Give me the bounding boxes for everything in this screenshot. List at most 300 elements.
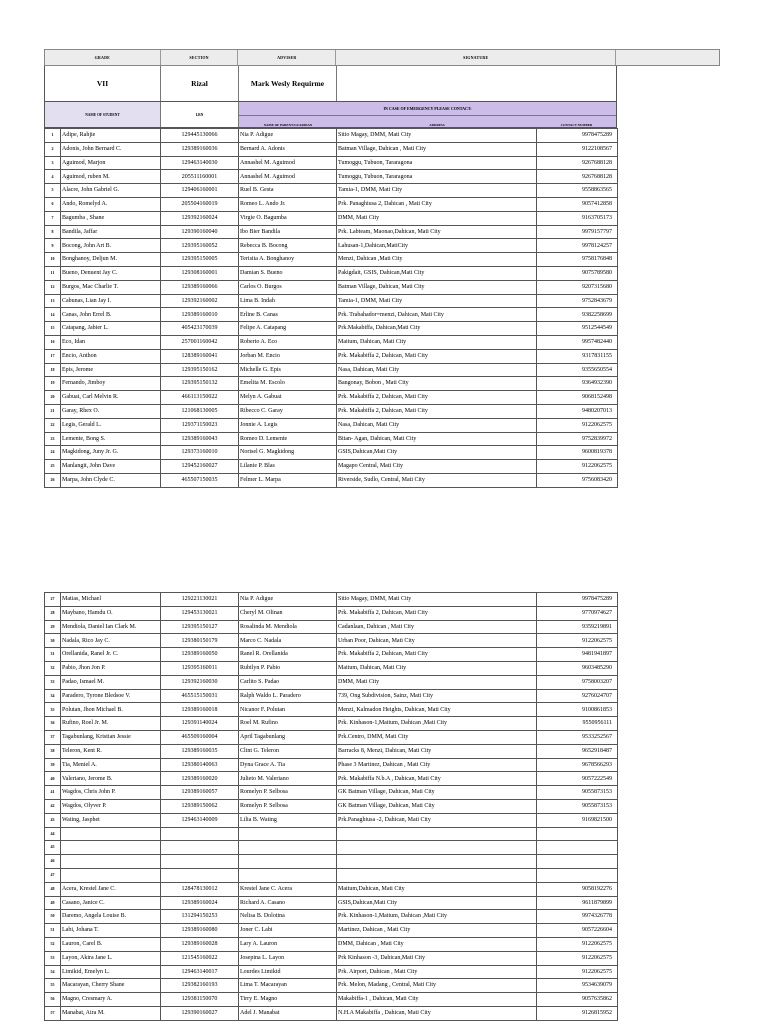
student-name-cell bbox=[61, 855, 161, 869]
row-number-cell: 27 bbox=[45, 593, 61, 607]
student-name-cell: Nadala, Rico Jay C. bbox=[61, 634, 161, 648]
contact-number-cell: 9317831155 bbox=[537, 349, 618, 363]
row-number-cell: 52 bbox=[45, 937, 61, 951]
contact-number-cell: 9355650554 bbox=[537, 363, 618, 377]
table-row bbox=[45, 634, 618, 648]
contact-number-cell: 9359219891 bbox=[537, 620, 618, 634]
lrn-cell: 129395150005 bbox=[161, 253, 239, 267]
guardian-name-cell: Emelita M. Escolo bbox=[239, 377, 337, 391]
lrn-cell: 129380140063 bbox=[161, 758, 239, 772]
lrn-cell: 129392160024 bbox=[161, 211, 239, 225]
guardian-name-cell: Lourdes Limikid bbox=[239, 965, 337, 979]
row-number-cell: 47 bbox=[45, 868, 61, 882]
address-cell: Prk.Centro, DMM, Mati City bbox=[337, 730, 537, 744]
row-number-cell: 49 bbox=[45, 896, 61, 910]
student-name-cell: Lauron, Carel B. bbox=[61, 937, 161, 951]
address-cell: Prk. Trabahador=menzi, Dahican, Mati City bbox=[337, 308, 537, 322]
name-column-header: NAME OF STUDENT bbox=[45, 102, 161, 127]
student-name-cell: Pabio, Jhon Jon P. bbox=[61, 661, 161, 675]
section-header: SECTION bbox=[161, 50, 239, 65]
guardian-name-cell: Krestel Jane C. Acera bbox=[239, 882, 337, 896]
signature-header: SIGNATURE bbox=[336, 50, 616, 65]
address-cell: Prk. Makabiffa 2, Dahican, Mati City bbox=[337, 404, 537, 418]
row-number-cell: 56 bbox=[45, 993, 61, 1007]
student-name-cell: Magno, Cresmary A. bbox=[61, 993, 161, 1007]
row-number-cell: 45 bbox=[45, 841, 61, 855]
table-row bbox=[45, 675, 618, 689]
student-name-cell: Polutan, Jhon Michael B. bbox=[61, 703, 161, 717]
lrn-cell: 121545160022 bbox=[161, 951, 239, 965]
row-number-cell: 15 bbox=[45, 322, 61, 336]
table-row bbox=[45, 446, 618, 460]
row-number-cell: 7 bbox=[45, 211, 61, 225]
table-row bbox=[45, 280, 618, 294]
table-row bbox=[45, 744, 618, 758]
guardian-name-cell bbox=[239, 855, 337, 869]
address-cell: Magapo Central, Mati City bbox=[337, 460, 537, 474]
table-row bbox=[45, 239, 618, 253]
address-column-header: ADDRESS bbox=[429, 123, 445, 127]
address-cell: DMM, Mati City bbox=[337, 675, 537, 689]
contact-number-cell: 9512544549 bbox=[537, 322, 618, 336]
student-name-cell bbox=[61, 841, 161, 855]
address-cell: Sitio Magay, DMM, Mati City bbox=[337, 129, 537, 143]
lrn-cell bbox=[161, 868, 239, 882]
table-row bbox=[45, 937, 618, 951]
contact-number-cell: 9382258699 bbox=[537, 308, 618, 322]
student-name-cell: Daremo, Angela Louise B. bbox=[61, 910, 161, 924]
guardian-name-cell: Felmer L. Marpa bbox=[239, 473, 337, 487]
student-name-cell: Magkidong, Juny Jr. G. bbox=[61, 446, 161, 460]
guardian-name-cell: Julieto M. Valeriano bbox=[239, 772, 337, 786]
address-cell: Sitio Magay, DMM, Mati City bbox=[337, 593, 537, 607]
student-name-cell: Lemente, Bong S. bbox=[61, 432, 161, 446]
guardian-name-cell: Joner C. Labi bbox=[239, 924, 337, 938]
contact-number-cell: 9122062575 bbox=[537, 965, 618, 979]
guardian-name-cell: Clint G. Teleron bbox=[239, 744, 337, 758]
student-name-cell: Garay, Rhex O. bbox=[61, 404, 161, 418]
guardian-name-cell: Lary A. Lauron bbox=[239, 937, 337, 951]
guardian-name-cell: Rebecca B. Bocong bbox=[239, 239, 337, 253]
student-table-2 bbox=[44, 592, 618, 1021]
address-cell: GSIS,Dahican,Mati City bbox=[337, 446, 537, 460]
contact-number-cell: 9558863565 bbox=[537, 184, 618, 198]
table-row bbox=[45, 924, 618, 938]
student-name-cell: Alacre, John Gabriel G. bbox=[61, 184, 161, 198]
lrn-cell: 129389160080 bbox=[161, 924, 239, 938]
student-name-cell: Acera, Krestel Jane C. bbox=[61, 882, 161, 896]
row-number-cell: 55 bbox=[45, 979, 61, 993]
contact-number-cell: 9978124257 bbox=[537, 239, 618, 253]
student-name-cell: Catapang, Jabier L. bbox=[61, 322, 161, 336]
row-number-cell: 36 bbox=[45, 717, 61, 731]
address-cell: DMM, Mati City bbox=[337, 211, 537, 225]
row-number-cell: 6 bbox=[45, 197, 61, 211]
lrn-cell: 129389160018 bbox=[161, 703, 239, 717]
address-cell: Urban Poor, Dahican, Mati City bbox=[337, 634, 537, 648]
contact-number-cell: 9169821500 bbox=[537, 813, 618, 827]
address-cell: Prk.Panaghiusa -2, Dahican, Mati City bbox=[337, 813, 537, 827]
contact-number-cell: 9267688128 bbox=[537, 170, 618, 184]
address-cell: Pakigdait, GSIS, Dahican,Mati City bbox=[337, 266, 537, 280]
guardian-name-cell: Nia P. Adigue bbox=[239, 129, 337, 143]
address-cell: Martinez, Dahican , Mati City bbox=[337, 924, 537, 938]
guardian-name-cell: Norisel G. Magkidong bbox=[239, 446, 337, 460]
lrn-cell: 128389160041 bbox=[161, 349, 239, 363]
address-cell: Prk. Melon, Madang , Central, Mati City bbox=[337, 979, 537, 993]
guardian-name-cell: Rubilyn P. Pabio bbox=[239, 661, 337, 675]
table-row bbox=[45, 377, 618, 391]
row-number-cell: 57 bbox=[45, 1006, 61, 1020]
row-number-cell: 48 bbox=[45, 882, 61, 896]
table-row bbox=[45, 391, 618, 405]
table-row bbox=[45, 689, 618, 703]
header-row bbox=[44, 49, 720, 66]
lrn-cell: 129389160020 bbox=[161, 772, 239, 786]
guardian-column-header: NAME OF PARENT/GUARDIAN bbox=[263, 123, 313, 127]
lrn-cell: 129395160011 bbox=[161, 661, 239, 675]
student-name-cell: Macarayan, Cherry Shane bbox=[61, 979, 161, 993]
table-row bbox=[45, 896, 618, 910]
table-row bbox=[45, 266, 618, 280]
row-number-cell: 17 bbox=[45, 349, 61, 363]
guardian-name-cell: Josepina L. Layon bbox=[239, 951, 337, 965]
row-number-cell: 21 bbox=[45, 404, 61, 418]
row-number-cell: 20 bbox=[45, 391, 61, 405]
row-number-cell: 42 bbox=[45, 799, 61, 813]
guardian-name-cell: Nicanor F. Polutan bbox=[239, 703, 337, 717]
guardian-name-cell: Romelyn P. Selbosa bbox=[239, 786, 337, 800]
table-row bbox=[45, 335, 618, 349]
contact-number-cell bbox=[537, 827, 618, 841]
address-cell: Lahusan-1,Dahican,MatiCity bbox=[337, 239, 537, 253]
address-cell: Riverside, Sudlo, Central, Mati City bbox=[337, 473, 537, 487]
contact-number-cell: 9207315680 bbox=[537, 280, 618, 294]
lrn-cell: 405423170039 bbox=[161, 322, 239, 336]
lrn-cell: 129395160052 bbox=[161, 239, 239, 253]
address-cell: Prk. Makabiffa 2, Dahican, Mati City bbox=[337, 349, 537, 363]
guardian-name-cell bbox=[239, 868, 337, 882]
address-cell: Cadanlaan, Dahican , Mati City bbox=[337, 620, 537, 634]
student-name-cell: Rufino, Roel Jr. M. bbox=[61, 717, 161, 731]
row-number-cell: 4 bbox=[45, 170, 61, 184]
address-cell bbox=[337, 868, 537, 882]
student-name-cell: Manabat, Aira M. bbox=[61, 1006, 161, 1020]
address-cell: Nasa, Dahican, Mati City bbox=[337, 418, 537, 432]
guardian-name-cell: Damian S. Bueno bbox=[239, 266, 337, 280]
student-name-cell: Bagumba , Shane bbox=[61, 211, 161, 225]
table-row bbox=[45, 786, 618, 800]
student-name-cell: Wagdos, Chris John P. bbox=[61, 786, 161, 800]
lrn-cell: 129389160050 bbox=[161, 648, 239, 662]
address-cell: Prk. Airport, Dahican , Mati City bbox=[337, 965, 537, 979]
lrn-cell: 131294150253 bbox=[161, 910, 239, 924]
student-name-cell: Eco, Idan bbox=[61, 335, 161, 349]
contact-number-cell: 9752843679 bbox=[537, 294, 618, 308]
guardian-name-cell: Felipe A. Catapang bbox=[239, 322, 337, 336]
contact-number-cell: 9534639079 bbox=[537, 979, 618, 993]
contact-number-cell bbox=[537, 868, 618, 882]
contact-number-cell: 9068152498 bbox=[537, 391, 618, 405]
adviser-value: Mark Wesly Requirme bbox=[239, 66, 337, 101]
row-number-cell: 40 bbox=[45, 772, 61, 786]
lrn-cell: 129406160001 bbox=[161, 184, 239, 198]
table-row bbox=[45, 473, 618, 487]
table-row bbox=[45, 1006, 618, 1020]
contact-number-cell: 9770974627 bbox=[537, 606, 618, 620]
contact-number-cell: 9057222549 bbox=[537, 772, 618, 786]
lrn-cell: 129390160040 bbox=[161, 225, 239, 239]
lrn-cell: 129445130066 bbox=[161, 129, 239, 143]
guardian-name-cell: Nelisa B. Dolotina bbox=[239, 910, 337, 924]
guardian-name-cell: Lima B. Indah bbox=[239, 294, 337, 308]
table-row bbox=[45, 308, 618, 322]
contact-number-cell: 9978475289 bbox=[537, 593, 618, 607]
row-number-cell: 33 bbox=[45, 675, 61, 689]
table-row bbox=[45, 432, 618, 446]
guardian-name-cell: Ibo Bier Bandila bbox=[239, 225, 337, 239]
address-cell bbox=[337, 827, 537, 841]
contact-number-cell: 9364932390 bbox=[537, 377, 618, 391]
student-name-cell: Aguimod, Marjon bbox=[61, 156, 161, 170]
guardian-name-cell bbox=[239, 827, 337, 841]
lrn-cell: 129389160035 bbox=[161, 744, 239, 758]
student-name-cell: Orellanida, Ranel Jr. C. bbox=[61, 648, 161, 662]
contact-number-cell: 9756083420 bbox=[537, 473, 618, 487]
student-name-cell: Encio, Anthon bbox=[61, 349, 161, 363]
contact-number-cell: 9678566293 bbox=[537, 758, 618, 772]
table-row bbox=[45, 184, 618, 198]
contact-number-cell: 9122062575 bbox=[537, 937, 618, 951]
lrn-cell: 466113150022 bbox=[161, 391, 239, 405]
student-name-cell: Layon, Akira Jane L. bbox=[61, 951, 161, 965]
guardian-name-cell: Bernard A. Adonis bbox=[239, 142, 337, 156]
student-name-cell: Bonghanoy, Deljun M. bbox=[61, 253, 161, 267]
table-row bbox=[45, 211, 618, 225]
table-row bbox=[45, 758, 618, 772]
table-row bbox=[45, 855, 618, 869]
lrn-cell: 129389160066 bbox=[161, 280, 239, 294]
guardian-name-cell: Jorban M. Encio bbox=[239, 349, 337, 363]
grade-header: GRADE bbox=[45, 50, 161, 65]
lrn-cell: 129389160036 bbox=[161, 142, 239, 156]
guardian-name-cell bbox=[239, 841, 337, 855]
guardian-name-cell: Ralph Waldo L. Paradero bbox=[239, 689, 337, 703]
student-name-cell: Mendiola, Daniel Ian Clark M. bbox=[61, 620, 161, 634]
student-name-cell: Cabunas, Lian Jay I. bbox=[61, 294, 161, 308]
student-name-cell: Ando, Romelyd A. bbox=[61, 197, 161, 211]
lrn-cell: 129373160010 bbox=[161, 446, 239, 460]
student-name-cell: Bandila, Jaffar bbox=[61, 225, 161, 239]
student-name-cell: Burgos, Mac Charlie T. bbox=[61, 280, 161, 294]
table-row bbox=[45, 460, 618, 474]
contact-number-cell: 9075789580 bbox=[537, 266, 618, 280]
row-number-cell: 50 bbox=[45, 910, 61, 924]
contact-number-cell: 9055873153 bbox=[537, 799, 618, 813]
row-number-cell: 54 bbox=[45, 965, 61, 979]
contact-number-cell: 9603485290 bbox=[537, 661, 618, 675]
student-name-cell: Bueno, Denuent Jay C. bbox=[61, 266, 161, 280]
student-name-cell: Canas, John Errel B. bbox=[61, 308, 161, 322]
table-row bbox=[45, 349, 618, 363]
row-number-cell: 11 bbox=[45, 266, 61, 280]
guardian-name-cell: Lilia B. Wating bbox=[239, 813, 337, 827]
address-cell: Menzi, Kalmadon Heights, Dahican, Mati City bbox=[337, 703, 537, 717]
lrn-cell: 129389160043 bbox=[161, 432, 239, 446]
row-number-cell: 24 bbox=[45, 446, 61, 460]
row-number-cell: 46 bbox=[45, 855, 61, 869]
row-number-cell: 39 bbox=[45, 758, 61, 772]
lrn-cell: 129221130021 bbox=[161, 593, 239, 607]
row-number-cell: 53 bbox=[45, 951, 61, 965]
table-row bbox=[45, 197, 618, 211]
student-name-cell: Adonis, John Bernard C. bbox=[61, 142, 161, 156]
row-number-cell: 41 bbox=[45, 786, 61, 800]
guardian-name-cell: Ruel B. Gesta bbox=[239, 184, 337, 198]
lrn-cell bbox=[161, 841, 239, 855]
table-row bbox=[45, 703, 618, 717]
column-header-row bbox=[44, 102, 617, 128]
lrn-cell: 465507150035 bbox=[161, 473, 239, 487]
row-number-cell: 12 bbox=[45, 280, 61, 294]
contact-number-cell: 9126815952 bbox=[537, 1006, 618, 1020]
contact-number-cell: 9611879899 bbox=[537, 896, 618, 910]
row-number-cell: 26 bbox=[45, 473, 61, 487]
address-cell: 739, Ong Subdivision, Sainz, Mati City bbox=[337, 689, 537, 703]
contact-number-cell: 9979157797 bbox=[537, 225, 618, 239]
table-row bbox=[45, 253, 618, 267]
row-number-cell: 31 bbox=[45, 648, 61, 662]
guardian-name-cell: April Tagabunlang bbox=[239, 730, 337, 744]
table-row bbox=[45, 156, 618, 170]
student-name-cell: Manlangit, John Dave bbox=[61, 460, 161, 474]
signature-cell bbox=[337, 66, 616, 101]
student-name-cell bbox=[61, 827, 161, 841]
contact-column-header: CONTACT NUMBER bbox=[560, 123, 593, 127]
lrn-cell: 129392160030 bbox=[161, 675, 239, 689]
contact-number-cell: 9267688128 bbox=[537, 156, 618, 170]
row-number-cell: 23 bbox=[45, 432, 61, 446]
address-cell bbox=[337, 855, 537, 869]
guardian-name-cell: Carlos O. Burgos bbox=[239, 280, 337, 294]
student-name-cell: Adipe, Rahjie bbox=[61, 129, 161, 143]
guardian-name-cell: Annashel M. Aguimod bbox=[239, 156, 337, 170]
table-row bbox=[45, 979, 618, 993]
address-cell: Barracks 8, Menzi, Dahican, Mati City bbox=[337, 744, 537, 758]
lrn-cell: 129463140030 bbox=[161, 156, 239, 170]
guardian-name-cell: Romeo L. Ando Jr. bbox=[239, 197, 337, 211]
guardian-name-cell: Adel J. Manabat bbox=[239, 1006, 337, 1020]
guardian-name-cell: Cheryl M. Olinan bbox=[239, 606, 337, 620]
student-name-cell: Paradero, Tyrone Bledsoe V. bbox=[61, 689, 161, 703]
student-name-cell: Epis, Jerome bbox=[61, 363, 161, 377]
guardian-name-cell: Nia P. Adigue bbox=[239, 593, 337, 607]
lrn-cell bbox=[161, 855, 239, 869]
row-number-cell: 43 bbox=[45, 813, 61, 827]
address-cell: N.H.A Makabiffa , Dahican, Mati City bbox=[337, 1006, 537, 1020]
lrn-cell: 129463140009 bbox=[161, 813, 239, 827]
contact-number-cell: 9122062575 bbox=[537, 460, 618, 474]
address-cell: Prk. Makabiffa N.b.A , Dahican, Mati City bbox=[337, 772, 537, 786]
table-row bbox=[45, 841, 618, 855]
table-row bbox=[45, 965, 618, 979]
adviser-header: ADVISER bbox=[238, 50, 336, 65]
row-number-cell: 22 bbox=[45, 418, 61, 432]
contact-number-cell: 9600819378 bbox=[537, 446, 618, 460]
address-cell: Prk. Kinhason-1,Maitum, Dahican ,Mati City bbox=[337, 717, 537, 731]
lrn-cell: 205504160019 bbox=[161, 197, 239, 211]
contact-number-cell: 9652918487 bbox=[537, 744, 618, 758]
guardian-name-cell: Marco C. Nadala bbox=[239, 634, 337, 648]
contact-number-cell: 9276024707 bbox=[537, 689, 618, 703]
address-cell: Tumoggu, Tubuon, Tararagona bbox=[337, 170, 537, 184]
student-name-cell: Padao, Ismael M. bbox=[61, 675, 161, 689]
table-row bbox=[45, 593, 618, 607]
guardian-name-cell: Rosalinda M. Mendiola bbox=[239, 620, 337, 634]
lrn-cell: 121068130005 bbox=[161, 404, 239, 418]
lrn-cell: 129380150179 bbox=[161, 634, 239, 648]
contact-number-cell: 9758176848 bbox=[537, 253, 618, 267]
row-number-cell: 32 bbox=[45, 661, 61, 675]
table-row bbox=[45, 418, 618, 432]
guardian-name-cell: Annashel M. Aguimod bbox=[239, 170, 337, 184]
row-number-cell: 25 bbox=[45, 460, 61, 474]
address-cell: Phase 3 Martinez, Dahican , Mati City bbox=[337, 758, 537, 772]
grade-value: VII bbox=[45, 66, 161, 101]
contact-number-cell: 9057226604 bbox=[537, 924, 618, 938]
address-cell: Menzi, Dahican ,Mati City bbox=[337, 253, 537, 267]
lrn-cell: 129389160057 bbox=[161, 786, 239, 800]
emergency-block bbox=[239, 102, 616, 127]
student-name-cell: Tia, Meniel A. bbox=[61, 758, 161, 772]
address-cell: Bitan- Agan, Dahican, Mati City bbox=[337, 432, 537, 446]
table-row bbox=[45, 170, 618, 184]
row-number-cell: 51 bbox=[45, 924, 61, 938]
student-table-1 bbox=[44, 128, 618, 488]
address-cell: Tumoggu, Tubuon, Tararagona bbox=[337, 156, 537, 170]
contact-number-cell: 9758003207 bbox=[537, 675, 618, 689]
row-number-cell: 30 bbox=[45, 634, 61, 648]
lrn-cell: 129453130021 bbox=[161, 606, 239, 620]
lrn-cell: 129389160028 bbox=[161, 937, 239, 951]
table-row bbox=[45, 322, 618, 336]
row-number-cell: 13 bbox=[45, 294, 61, 308]
guardian-name-cell: Richard A. Casano bbox=[239, 896, 337, 910]
table-row bbox=[45, 661, 618, 675]
table-row bbox=[45, 129, 618, 143]
table-row bbox=[45, 648, 618, 662]
table-row bbox=[45, 951, 618, 965]
lrn-cell: 128478130012 bbox=[161, 882, 239, 896]
row-number-cell: 37 bbox=[45, 730, 61, 744]
lrn-cell: 129389160024 bbox=[161, 896, 239, 910]
student-name-cell: Valeriano, Jerome B. bbox=[61, 772, 161, 786]
address-cell: Nasa, Dahican, Mati City bbox=[337, 363, 537, 377]
row-number-cell: 8 bbox=[45, 225, 61, 239]
guardian-name-cell: Terisita A. Bonghanoy bbox=[239, 253, 337, 267]
contact-number-cell: 9057635862 bbox=[537, 993, 618, 1007]
lrn-cell: 129382160193 bbox=[161, 979, 239, 993]
row-number-cell: 19 bbox=[45, 377, 61, 391]
guardian-name-cell: Lima T. Macarayan bbox=[239, 979, 337, 993]
guardian-name-cell: Romelyn P. Selbosa bbox=[239, 799, 337, 813]
lrn-cell: 129390160027 bbox=[161, 1006, 239, 1020]
lrn-cell: 129395150127 bbox=[161, 620, 239, 634]
row-number-cell: 14 bbox=[45, 308, 61, 322]
lrn-cell: 129463140017 bbox=[161, 965, 239, 979]
table-row bbox=[45, 772, 618, 786]
table-row bbox=[45, 620, 618, 634]
